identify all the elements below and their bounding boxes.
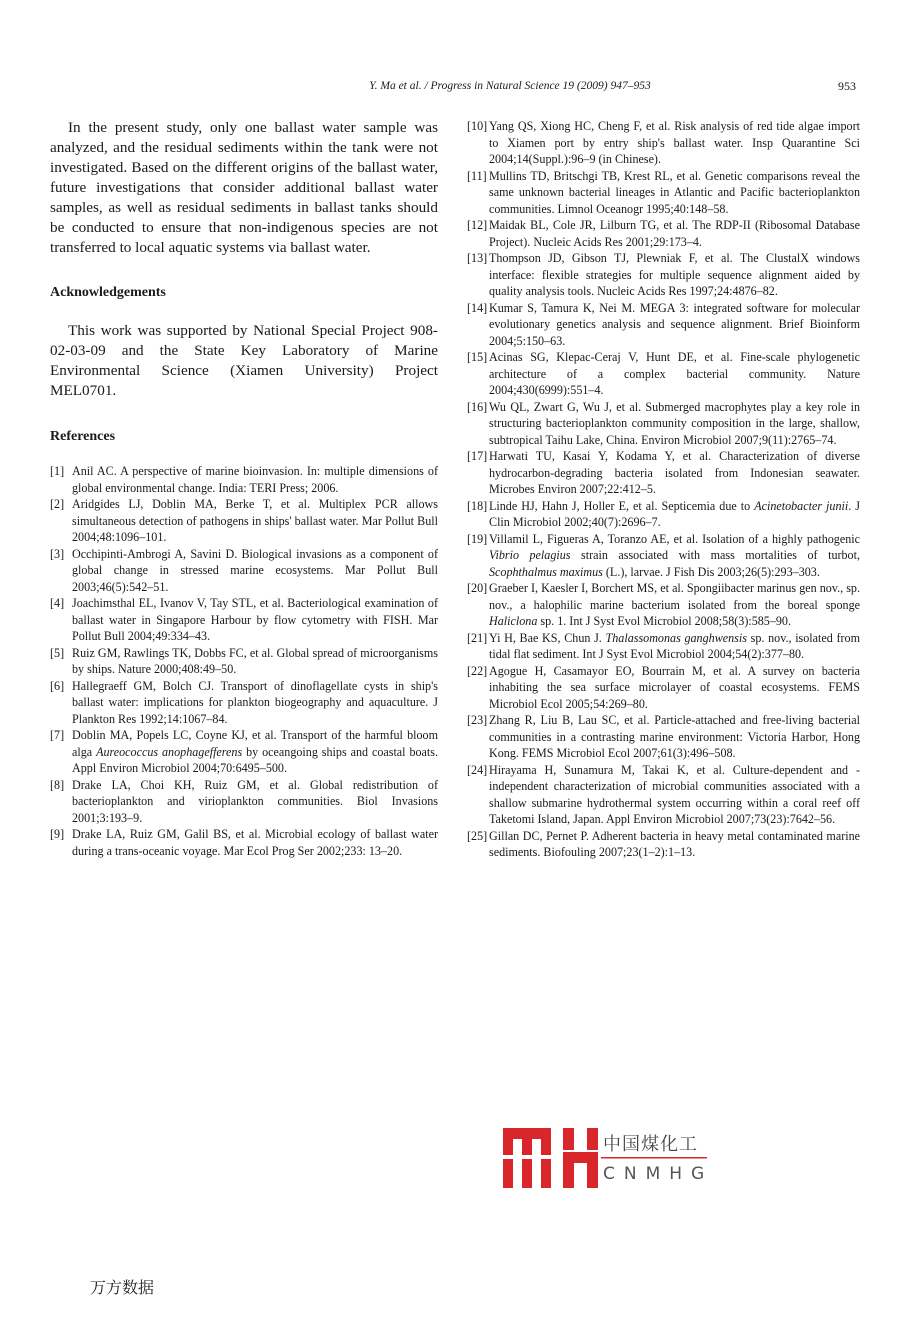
reference-number: [7]	[50, 728, 65, 742]
reference-item	[467, 168, 860, 218]
reference-number: [8]	[50, 777, 65, 792]
references-heading: References	[50, 429, 116, 444]
reference-number: [19]	[467, 531, 488, 546]
reference-text: Aridgides LJ, Doblin MA, Berke T, et al. Multiplex PCR allows simultaneous detection of pathogens in ships' ballast water. Mar Pollut Bull 2004;48:1096–101.	[72, 497, 438, 544]
reference-text: Villamil L, Figueras A, Toranzo AE, et al. Isolation of a highly pathogenic	[489, 531, 860, 546]
cnmhg-logo	[503, 1128, 713, 1188]
reference-number: [25]	[467, 828, 488, 843]
reference-number: [9]	[50, 827, 65, 841]
reference-text: Anil AC. A perspective of marine bioinvasion. In: multiple dimensions of global environmental change. India: TERI Press; 2006.	[72, 464, 438, 495]
reference-text: Mullins TD, Britschgi TB, Krest RL, et al. Genetic comparisons reveal the same unknown bacterial lineages in Atlantic and Pacific bacterioplankton communities. Limnol Oceanogr 1995;40:148–58.	[489, 168, 860, 216]
reference-item	[467, 448, 860, 498]
reference-number: [1]	[50, 464, 65, 478]
reference-number: [11]	[467, 168, 487, 183]
reference-item	[50, 727, 438, 777]
reference-text: strain associated with mass mortalities of turbot,	[570, 548, 860, 562]
reference-item	[467, 349, 860, 399]
reference-number: [21]	[467, 630, 488, 645]
reference-text: Kumar S, Tamura K, Nei M. MEGA 3: integrated software for molecular evolutionary genetics analysis and sequence alignment. Brief Bioinform 2004;5:150–63.	[489, 300, 860, 348]
reference-item	[50, 645, 438, 678]
reference-item	[50, 595, 438, 645]
reference-text: (L.), larvae. J Fish Dis 2003;26(5):293–303.	[602, 564, 820, 579]
reference-text: Maidak BL, Cole JR, Lilburn TG, et al. The RDP-II (Ribosomal Database Project). Nucleic Acids Res 2001;29:173–4.	[489, 218, 860, 249]
reference-number: [2]	[50, 497, 65, 511]
reference-text: Hirayama H, Sunamura M, Takai K, et al. Culture-dependent and -independent characterization of microbial communities associated with a shallow submarine hydrothermal system occurring within a coral reef off Taketomi Island, Japan. Appl Environ Microbiol 2007;73(23):7642–56.	[489, 762, 860, 826]
reference-text: Yi H, Bae KS, Chun J.	[489, 630, 606, 645]
reference-number: [12]	[467, 218, 488, 232]
reference-text: Wu QL, Zwart G, Wu J, et al. Submerged macrophytes play a key role in structuring bacterioplankton community composition in the large, shallow, subtropical Taihu Lake, China. Environ Microbiol 2007;9(11):2765–74.	[489, 399, 860, 447]
reference-text: Ruiz GM, Rawlings TK, Dobbs FC, et al. Global spread of microorganisms by ships. Nature 2000;408:49–50.	[72, 645, 438, 676]
reference-text: by oceangoing ships and coastal boats. Appl Environ Microbiol 2004;70:6495–500.	[72, 744, 439, 775]
reference-number: [5]	[50, 645, 65, 660]
reference-italic-text: Vibrio pelagius	[489, 548, 571, 562]
reference-text: Occhipinti-Ambrogi A, Savini D. Biological invasions as a component of global change in stressed marine ecosystems. Mar Pollut Bull 2003;46(5):542–51.	[72, 546, 438, 594]
reference-item	[50, 463, 438, 496]
acknowledgements-heading: Acknowledgements	[50, 285, 166, 300]
reference-italic-text: Haliclona	[489, 614, 538, 628]
reference-number: [18]	[467, 498, 488, 513]
reference-number: [23]	[467, 713, 488, 727]
reference-text: sp. nov., isolated from tidal flat sediment. Int J Syst Evol Microbiol 2004;54(2):377–80.	[489, 630, 861, 661]
reference-item	[467, 828, 860, 861]
reference-text: Agogue H, Casamayor EO, Bourrain M, et al. A survey on bacteria inhabiting the sea surface microlayer of coastal ecosystems. FEMS Microbiol Ecol 2005;54:269–80.	[489, 663, 860, 711]
reference-item	[467, 250, 860, 300]
reference-item	[467, 498, 860, 531]
reference-number: [13]	[467, 251, 488, 265]
reference-text: Linde HJ, Hahn J, Holler E, et al. Septicemia due to	[489, 498, 755, 513]
watermark-text: 万方数据	[90, 1278, 155, 1297]
reference-item	[50, 496, 438, 546]
reference-text: sp. 1. Int J Syst Evol Microbiol 2008;58(3):585–90.	[537, 614, 792, 628]
reference-item	[467, 630, 860, 663]
reference-italic-text: Thalassomonas ganghwensis	[605, 630, 747, 645]
reference-number: [22]	[467, 663, 488, 678]
reference-italic-text: Scophthalmus maximus	[489, 564, 603, 579]
reference-item	[467, 580, 860, 630]
reference-number: [20]	[467, 581, 488, 595]
reference-item	[467, 712, 860, 762]
reference-text: Hallegraeff GM, Bolch CJ. Transport of dinoflagellate cysts in ship's ballast water: implications for plankton biogeography and aquaculture. J Plankton Res 1992;14:1067–84.	[72, 678, 438, 726]
reference-item	[467, 300, 860, 350]
intro-paragraph: In the present study, only one ballast water sample was analyzed, and the residual sediments within the tank were not investigated. Based on the different origins of the ballast water, future investigations that consider additional ballast water samples, as well as residual sediments in ballast tanks should be conducted to ensure that non-indigenous species are not transferred to local aquatic systems via ballast water.	[50, 119, 438, 256]
reference-item	[467, 399, 860, 449]
reference-item	[50, 826, 438, 859]
reference-text: Yang QS, Xiong HC, Cheng F, et al. Risk analysis of red tide algae import to Xiamen port by entry ship's ballast water. Insp Quarantine Sci 2004;14(Suppl.):96–9 (in Chinese).	[489, 119, 860, 166]
reference-italic-text: Acinetobacter junii	[754, 498, 849, 513]
reference-number: [10]	[467, 119, 488, 133]
reference-item	[50, 777, 438, 827]
reference-text: Acinas SG, Klepac-Ceraj V, Hunt DE, et al. Fine-scale phylogenetic architecture of a complex bacterial community. Nature 2004;430(6999):551–4.	[489, 350, 860, 397]
references-list-right	[467, 118, 860, 861]
reference-text: Thompson JD, Gibson TJ, Plewniak F, et al. The ClustalX windows interface: flexible strategies for multiple sequence alignment aided by quality analysis tools. Nucleic Acids Res 1997;24:4876–82.	[489, 251, 860, 298]
reference-text: . J Clin Microbiol 2002;40(7):2696–7.	[489, 498, 860, 529]
reference-text: Drake LA, Ruiz GM, Galil BS, et al. Microbial ecology of ballast water during a trans-oceanic voyage. Mar Ecol Prog Ser 2002;233: 13–20.	[72, 827, 438, 858]
acknowledgements-text: This work was supported by National Special Project 908-02-03-09 and the State Key Laboratory of Marine Environmental Science (Xiamen University) Project MEL0701.	[50, 322, 438, 399]
reference-text: Graeber I, Kaesler I, Borchert MS, et al. Spongiibacter marinus gen nov., sp. nov., a halophilic marine bacterium isolated from the boreal sponge	[489, 581, 860, 612]
reference-item	[467, 217, 860, 250]
reference-text: Joachimsthal EL, Ivanov V, Tay STL, et al. Bacteriological examination of ballast water in Singapore Harbour by flow cytometry with FISH. Mar Pollut Bull 2004;49:334–43.	[72, 596, 438, 643]
reference-item	[467, 663, 860, 713]
reference-number: [24]	[467, 762, 488, 777]
reference-number: [4]	[50, 596, 65, 610]
reference-number: [6]	[50, 678, 65, 693]
running-header: Y. Ma et al. / Progress in Natural Science 19 (2009) 947–953	[369, 80, 651, 92]
reference-number: [17]	[467, 449, 488, 463]
reference-text: Drake LA, Choi KH, Ruiz GM, et al. Global redistribution of bacterioplankton and virioplankton communities. Biol Invasions 2001;3:193–9.	[72, 777, 438, 825]
reference-italic-text: Aureococcus anophagefferens	[96, 744, 243, 759]
reference-text: Doblin MA, Popels LC, Coyne KJ, et al. Transport of the harmful bloom alga	[72, 728, 438, 759]
page-number: 953	[838, 79, 856, 93]
logo-chinese-text: 中国煤化工	[603, 1134, 698, 1155]
references-list-left	[50, 463, 438, 859]
reference-item	[50, 678, 438, 728]
reference-item	[50, 546, 438, 596]
reference-number: [14]	[467, 300, 488, 315]
reference-item	[467, 531, 860, 581]
reference-text: Harwati TU, Kasai Y, Kodama Y, et al. Characterization of diverse hydrocarbon-degrading bacteria isolated from Indonesian seawater. Microbes Environ 2007;22:412–5.	[489, 449, 860, 496]
reference-text: Zhang R, Liu B, Lau SC, et al. Particle-attached and free-living bacterial communities in a contrasting marine environment: Victoria Harbor, Hong Kong. FEMS Microbiol Ecol 2007;61(3):496–508.	[489, 713, 860, 760]
reference-item	[467, 762, 860, 828]
logo-latin-text: CNMHG	[603, 1164, 714, 1184]
reference-item	[467, 118, 860, 168]
reference-number: [3]	[50, 546, 65, 561]
reference-text: Gillan DC, Pernet P. Adherent bacteria in heavy metal contaminated marine sediments. Biofouling 2007;23(1–2):1–13.	[489, 828, 860, 859]
reference-number: [15]	[467, 350, 488, 364]
reference-number: [16]	[467, 399, 488, 414]
left-column	[50, 118, 438, 859]
